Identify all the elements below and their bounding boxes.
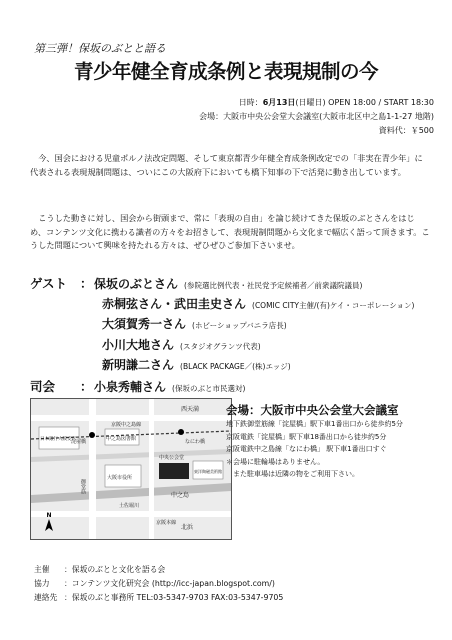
intro-paragraph-2: こうした動きに対し、国会から街頭まで、常に「表現の自由」を論じ続けてきた保坂のぶとさんをはじめ、コンテンツ文化に携わる識者の方々をお招きして、表現規制問題から文化まで幅広く語って頂きます。こうした問題について興味を持たれる方々は、ぜひぜひご参加下さいませ。 (30, 213, 430, 250)
contact-label: 連絡先 (34, 593, 58, 602)
venue-note: また駐車場は近隣の物をご利用下さい。 (226, 470, 359, 478)
guest-note: (ホビーショップバニラ店長) (192, 321, 287, 330)
event-info (114, 96, 434, 138)
intro-paragraph-1: 今、国会における児童ポルノ法改定問題、そして東京都青少年健全育成条例改定での「非実在青少年」に代表される表現規制問題は、ついにこの大阪府下においても橋下知事の下で活発に動き出しています。 (30, 153, 423, 177)
guest-name: 新明謙二さん (102, 358, 175, 372)
station-marker (178, 429, 184, 435)
map-label: 北浜 (181, 524, 194, 531)
map-label: 京阪中之島線 (111, 422, 142, 428)
cooperation-value: ：コンテンツ文化研究会 (http://icc-japan.blogspot.com/) (64, 579, 275, 588)
guest-row (30, 295, 440, 316)
road-vertical (149, 399, 154, 539)
cooperation-label: 協力 (34, 579, 50, 588)
map-label: 御堂筋 (80, 479, 86, 494)
guest-list (30, 274, 440, 397)
guest-row (30, 356, 440, 377)
map-label: 京阪本線 (156, 520, 177, 526)
map-label: 大阪市役所 (107, 475, 133, 481)
moderator-colon: ： (80, 378, 93, 394)
map-label: 西天満 (181, 406, 200, 413)
moderator-label: 司会 (30, 378, 56, 394)
venue-access-line: 京阪電鉄「淀屋橋」駅下車18番出口から徒歩約5分 (226, 432, 387, 441)
map-label: 中之島図書館 (106, 436, 137, 442)
event-title: 青少年健全育成条例と表現規制の今 (73, 60, 378, 83)
organizer-row (34, 563, 434, 577)
road-horizontal (31, 511, 231, 517)
guest-note: (COMIC CITY主催/(有)ケイ・コーポレーション) (252, 300, 415, 310)
contact-row (34, 591, 434, 605)
guest-name: 大須賀秀一さん (102, 317, 187, 331)
contact-value: ：保坂のぶと事務所 TEL:03-5347-9703 FAX:03-5347-9705 (64, 593, 284, 602)
map-label: 中央公会堂 (159, 455, 185, 461)
guest-name: 赤桐弦さん・武田圭史さん (102, 296, 247, 311)
footer-credits (34, 563, 434, 605)
map-label: 中之島 (171, 492, 190, 499)
moderator-row (30, 377, 440, 398)
venue-note: ＊会場に駐輪場はありません。 (226, 457, 325, 466)
venue-map (30, 398, 232, 540)
organizer-value: ：保坂のぶとと文化を語る会 (64, 565, 166, 574)
venue-access-line: 地下鉄御堂筋線「淀屋橋」駅下車1番出口から徒歩約5分 (226, 420, 403, 428)
map-label: なにわ橋 (185, 439, 206, 445)
map-label: 東洋陶磁美術館 (194, 469, 222, 474)
event-time: (日曜日) OPEN 18:00 / START 18:30 (295, 98, 434, 107)
map-label: 淀屋橋 (71, 439, 87, 445)
venue-info (226, 402, 444, 481)
organizer-label: 主催 (34, 565, 50, 574)
guest-note: (参院選比例代表・社民党予定候補者／前衆議院議員) (184, 281, 363, 290)
svg-text:N: N (46, 512, 52, 519)
map-label: 土佐堀川 (119, 503, 140, 509)
station-marker (89, 432, 95, 438)
event-datetime (114, 96, 434, 110)
event-subtitle: 第三弾！保坂のぶとと語る (34, 42, 166, 55)
building-kokaido (159, 463, 189, 479)
venue-access-line: 京阪電鉄中之島線「なにわ橋」 駅下車1番出口すぐ (226, 445, 387, 453)
guest-label: ゲスト (30, 276, 68, 291)
road-horizontal (31, 415, 231, 421)
event-fee: 資料代：￥500 (378, 126, 434, 135)
guest-row (30, 315, 440, 336)
guest-note: (BLACK PACKAGE／(株)エッジ) (180, 362, 291, 371)
event-venue-address: 会場：大阪市中央公会堂大会議室(大阪市北区中之島1-1-27 地階) (199, 112, 434, 121)
guest-name: 保坂のぶとさん (94, 277, 179, 291)
guest-name: 小川大地さん (102, 337, 175, 352)
guest-note: (スタジオグランツ代表) (180, 341, 261, 351)
guest-colon: ： (80, 276, 93, 291)
road-midosuji (89, 399, 96, 539)
moderator-note: (保坂のぶと市民選対) (172, 383, 246, 393)
venue-title: 会場：大阪市中央公会堂大会議室 (226, 403, 399, 417)
guest-row (30, 336, 440, 357)
event-date: 6月13日 (262, 98, 296, 107)
date-prefix: 日時： (238, 98, 263, 107)
guest-row (30, 274, 440, 295)
map-label: 日本銀行大阪支店 (40, 437, 76, 442)
cooperation-row (34, 577, 434, 591)
moderator-name: 小泉秀輔さん (94, 379, 167, 394)
